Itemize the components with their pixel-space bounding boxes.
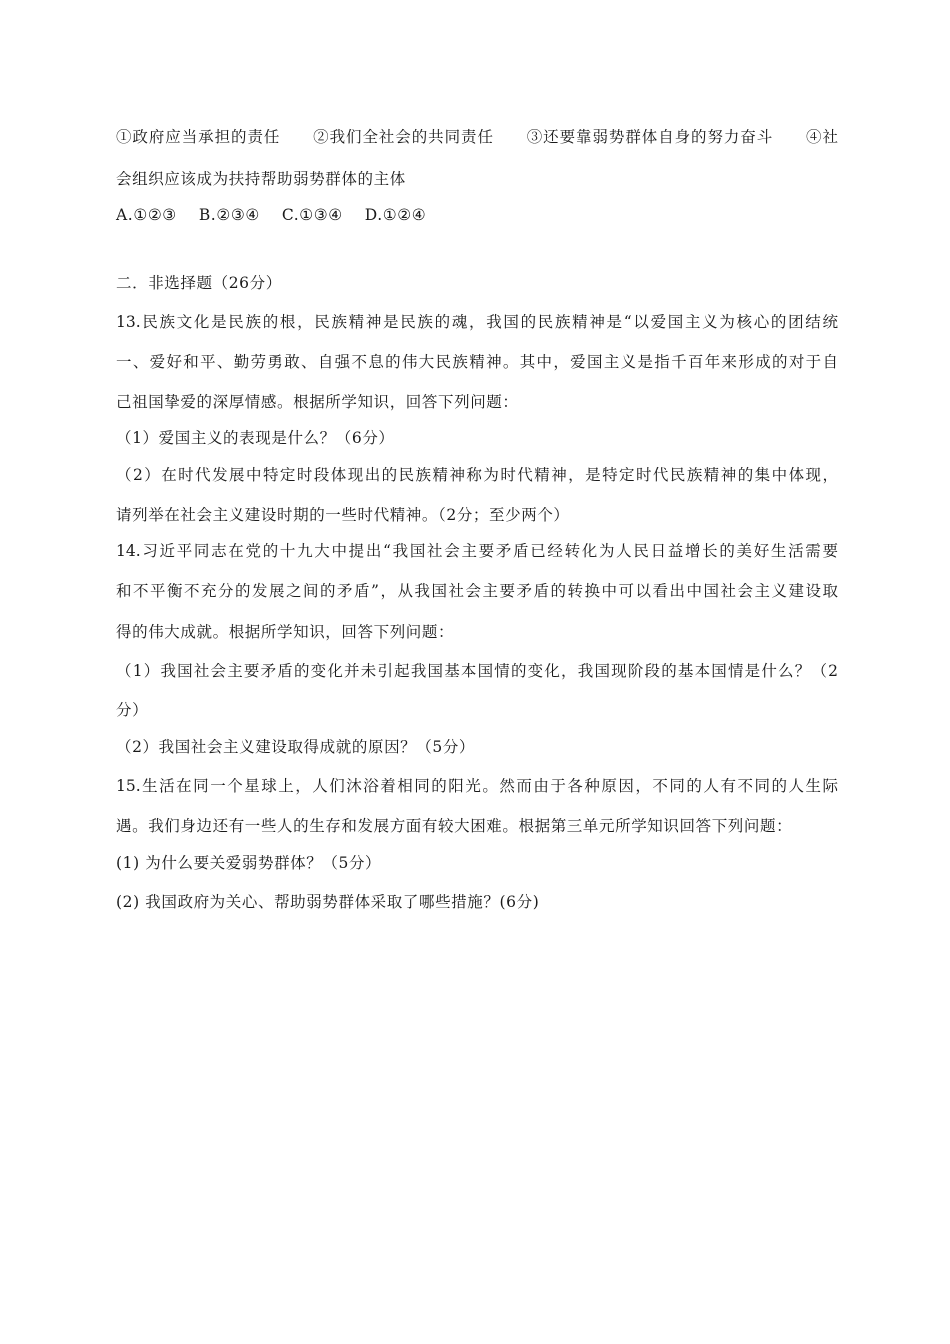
q15-stem-line1: 15.生活在同一个星球上，人们沐浴着相同的阳光。然而由于各种原因，不同的人有不同的人生际 xyxy=(116,777,838,795)
q12-option-b: B.②③④ xyxy=(198,206,260,224)
q14-stem-line1: 14.习近平同志在党的十九大中提出“我国社会主要矛盾已经转化为人民日益增长的美好生活需要 xyxy=(116,542,838,560)
q12-statements-line1: ①政府应当承担的责任 ②我们全社会的共同责任 ③还要靠弱势群体自身的努力奋斗 ④社 xyxy=(116,128,838,146)
q13-subquestion-1: （1）爱国主义的表现是什么？（6分） xyxy=(116,429,395,447)
q15-subquestion-2: (2) 我国政府为关心、帮助弱势群体采取了哪些措施？(6分) xyxy=(116,893,540,911)
q13-stem-line2: 一、爱好和平、勤劳勇敢、自强不息的伟大民族精神。其中，爱国主义是指千百年来形成的对于自 xyxy=(116,353,838,371)
q12-option-c: C.①③④ xyxy=(281,206,343,224)
q14-stem-line2: 和不平衡不充分的发展之间的矛盾”，从我国社会主要矛盾的转换中可以看出中国社会主义建设取 xyxy=(116,582,838,600)
q15-subquestion-1: (1) 为什么要关爱弱势群体？（5分） xyxy=(116,854,382,872)
q12-options xyxy=(116,205,448,225)
q12-statements-line2: 会组织应该成为扶持帮助弱势群体的主体 xyxy=(116,170,406,188)
q14-subquestion-2: （2）我国社会主义建设取得成就的原因？（5分） xyxy=(116,738,476,756)
q13-subquestion-2-line2: 请列举在社会主义建设时期的一些时代精神。（2分；至少两个） xyxy=(116,506,570,524)
section-heading-non-choice: 二．非选择题（26分） xyxy=(116,274,282,292)
q13-subquestion-2-line1: （2）在时代发展中特定时段体现出的民族精神称为时代精神，是特定时代民族精神的集中体现， xyxy=(116,466,838,484)
q13-stem-line1: 13.民族文化是民族的根，民族精神是民族的魂，我国的民族精神是“以爱国主义为核心的团结统 xyxy=(116,313,838,331)
q14-stem-line3: 得的伟大成就。根据所学知识，回答下列问题： xyxy=(116,623,455,641)
q15-stem-line2: 遇。我们身边还有一些人的生存和发展方面有较大困难。根据第三单元所学知识回答下列问题： xyxy=(116,817,793,835)
q12-option-a: A.①②③ xyxy=(116,206,177,224)
q14-subquestion-1-line1: （1）我国社会主要矛盾的变化并未引起我国基本国情的变化，我国现阶段的基本国情是什么？（2 xyxy=(116,662,838,680)
q14-subquestion-1-line2: 分） xyxy=(116,701,149,719)
q13-stem-line3: 己祖国挚爱的深厚情感。根据所学知识，回答下列问题： xyxy=(116,393,519,411)
q12-option-d: D.①②④ xyxy=(364,206,427,224)
